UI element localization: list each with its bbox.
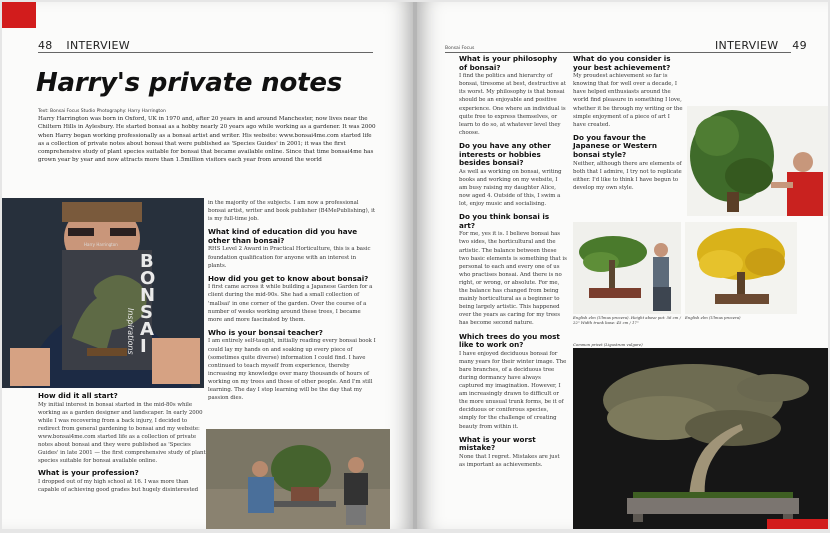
article-credit: Text: Bonsai Focus Studio Photography: Harry Harrington <box>38 109 166 114</box>
question-style: Do you favour the Japanese or Western bonsai style? <box>573 132 657 160</box>
question-mistake: What is your worst mistake? <box>459 434 536 453</box>
question-how-start: How did it all start? <box>38 391 118 400</box>
answer-know-bonsai: I first came across it while building a Japanese Garden for a client during the mid-90s. She had a small collection of 'mallsai' in one corner of the garden. Over the course of a number of weeks working around these trees, I became more and more fascinated by them. <box>208 284 373 323</box>
intro-paragraph: Harry Harrington was born in Oxford, UK in 1970 and, after 20 years in and around Manchester, now lives near the Chiltern Hills in Aylesbury. He started bonsai as a hobby nearly 20 years ago while working as a gardener. It was 2000 when Harry began working professionally as a bonsai artist and writer. His website: www.bonsai4me.com started life as a collection of private notes about bonsai that were published as 'Species Guides' in 2001; it was the first comprehensive study of plant species suitable for bonsai that became available online. Since that time bonsai4me has grown year by year and now attracts more than 1.5million visitors each year from around the world <box>38 116 376 164</box>
question-trees: Which trees do you most like to work on? <box>459 331 560 350</box>
answer-style: Neither, although there are elements of both that I admire, I try not to replicate either. I'd like to think I have begun to develop my own style. <box>573 160 682 191</box>
answer-how-start: My initial interest in bonsai started in the mid-80s while working as a garden designer and landscaper. In early 2000 while I was recovering from a back injury, I decided to redirect from general gardening to bonsai and my website: www.bonsai4me.com started life as a collection of private notes about bonsai and they were published as 'Species Guides' in late 2001 — the first comprehensive study of plant species suitable for bonsai available online. <box>38 401 206 465</box>
privet-bonsai-photo <box>573 348 828 529</box>
answer-teacher: I am entirely self-taught, initially reading every bonsai book I could lay my hands on and soaking up every piece of (sometimes quite diverse) information I could find. I have continued to teach myself from experience, thereby increasing my knowledge over many thousands of hours of working on my trees and those of other people. And I'm still learning. The day I stop learning will be the day that my passion dies. <box>208 338 376 402</box>
question-achievement: What do you consider is your best achievement? <box>573 54 671 72</box>
left-page <box>2 2 413 529</box>
answer-trees: I have enjoyed deciduous bonsai for many years for their winter image. The bare branches, of a deciduous tree during dormancy have always captured my imagination. However, I am increasingly drawn to difficult or the more unusual trunk forms, be it of deciduous or coniferous species, simply for the challenge of creating beauty from within it. <box>459 350 567 430</box>
answer-profession: I dropped out of my high school at 16. I was more than capable of achieving good grades but hugely disinterested <box>38 478 199 494</box>
elm-bonsai-photo <box>573 222 681 314</box>
question-teacher: Who is your bonsai teacher? <box>208 327 323 337</box>
brand-label: Bonsai Focus <box>445 46 475 51</box>
answer-achievement: My proudest achievement so far is knowing that for well over a decade, I have helped enthusiasts around the world find pleasure in something I love, whether it be through my writing or the simple enjoyment of a piece of art I have created. <box>573 73 683 128</box>
yellow-elm-caption: English elm (Ulmus procera) <box>685 315 741 320</box>
left-page-number: 48 <box>38 39 53 52</box>
left-section-label: INTERVIEW <box>66 39 130 52</box>
page-title: Harry's private notes <box>36 68 343 98</box>
elm-caption: English elm (Ulmus procera). Height above pot: 56 cm / 22" Width trunk base: 45 cm / 17" <box>573 315 681 325</box>
yellow-elm-photo <box>685 222 797 314</box>
corner-tab-red <box>2 2 36 28</box>
book-subtitle: Inspirations <box>126 308 135 355</box>
answer-mistake: None that I regret. Mistakes are just as important as achievements. <box>459 453 560 468</box>
workshop-photo <box>206 429 390 529</box>
answer-philosophy: I find the politics and hierarchy of bonsai, tiresome at best, destructive at its worst. My philosophy is that bonsai should be an enjoyable and positive experience. One where an individual is quite free to express themselves, or learn to do so, at whatever level they choose. <box>459 73 566 136</box>
right-section-label: INTERVIEW <box>715 39 779 52</box>
portrait-photo <box>2 198 204 388</box>
answer-interests: As well as working on bonsai, writing books and working on my website, I am busy raising my daughter Alice, now aged 4. Outside of this, I swim a lot, enjoy music and socialising. <box>459 168 562 208</box>
question-philosophy: What is your philosophy of bonsai? <box>459 54 558 72</box>
right-page <box>417 2 828 529</box>
artist-working-photo <box>687 106 828 216</box>
right-column-2 <box>573 55 683 192</box>
question-profession: What is your profession? <box>38 468 139 478</box>
header-rule-right <box>445 52 791 53</box>
answer-art: For me, yes it is. I believe bonsai has two sides, the horticultural and the artistic. The balance between these two basic elements is something that is personal to each and every one of us who practises bonsai. And there is no right, or wrong, or absolute. For me, the balance has changed from being mainly horticultural as a beginner to being largely artistic. This happened over the years as caring for my trees has become second nature. <box>459 231 567 327</box>
question-education: What kind of education did you have other than bonsai? <box>208 227 358 245</box>
privet-caption: Common privet (Ligustrum vulgare) <box>573 342 643 347</box>
right-page-number: 49 <box>792 39 807 52</box>
header-rule <box>38 52 373 53</box>
spine <box>413 2 417 529</box>
corner-tab-red-right <box>767 519 828 529</box>
question-interests: Do you have any other interests or hobbies besides bonsai? <box>459 140 551 168</box>
question-know-bonsai: How did you get to know about bonsai? <box>208 273 369 283</box>
book-title: BONSAI <box>140 251 156 357</box>
left-column-2 <box>208 199 376 402</box>
left-column-1 <box>38 392 206 494</box>
answer-profession-cont: in the majority of the subjects. I am now a professional bonsai artist, writer and book publisher (B4MePublishing), it is my full-time job. <box>208 200 376 223</box>
question-art: Do you think bonsai is art? <box>459 212 550 230</box>
answer-education: RHS Level 2 Award in Practical Horticulture, this is a basic foundation qualification for anyone with an interest in plants. <box>208 246 371 269</box>
book-author: Harry Harrington <box>84 242 118 247</box>
right-column-1 <box>459 55 567 469</box>
